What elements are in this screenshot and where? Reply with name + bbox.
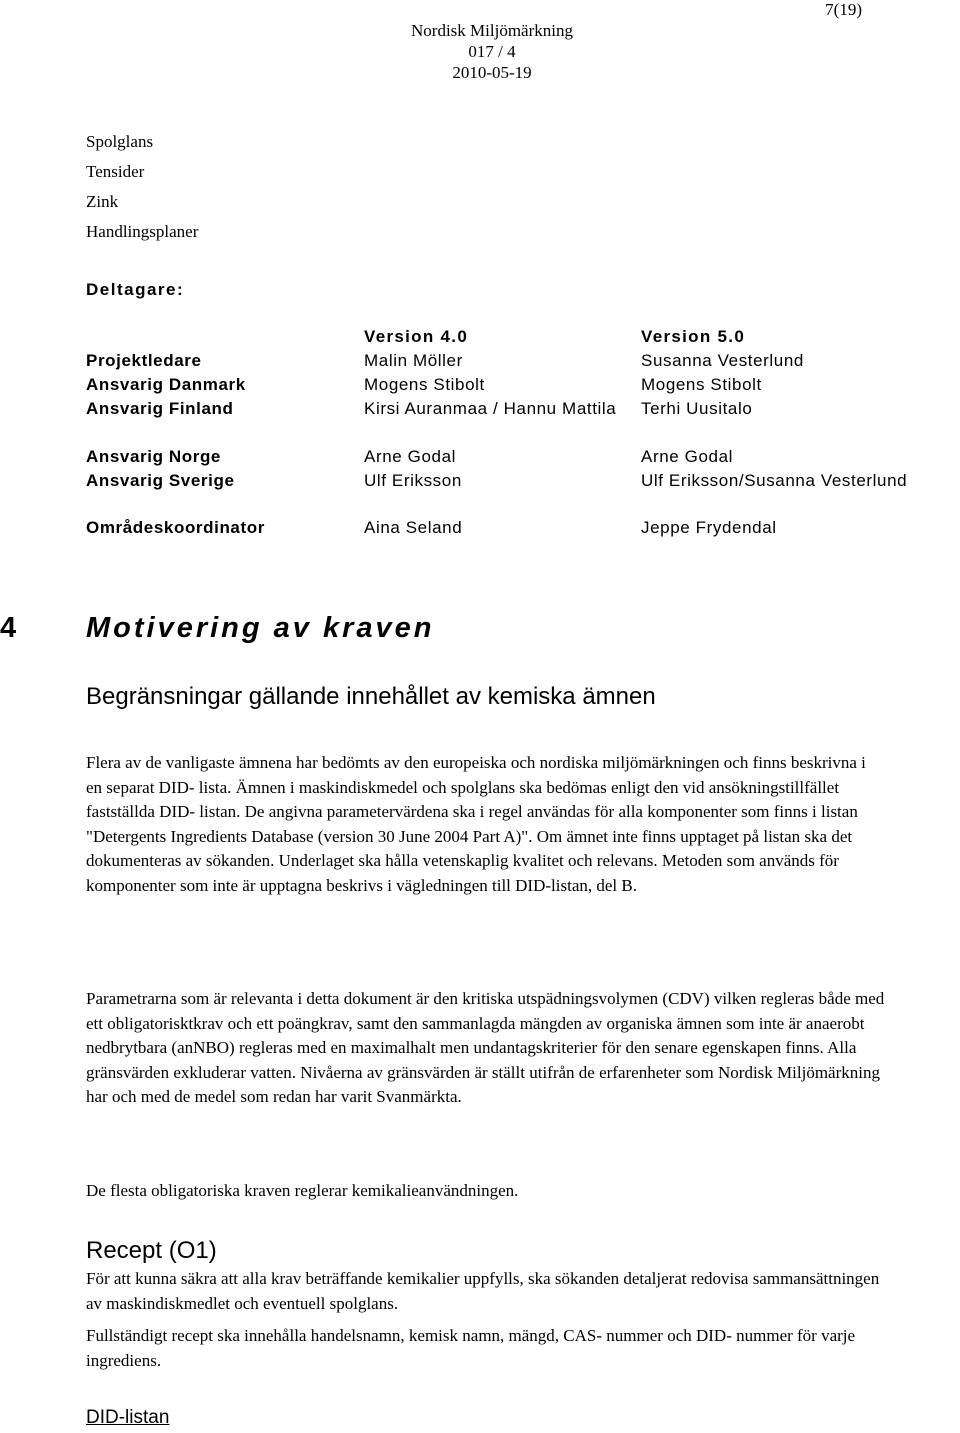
v4-cell: Mogens Stibolt bbox=[364, 375, 485, 394]
paragraph-mandatory: De flesta obligatoriska kraven reglerar kemikalieanvändningen. bbox=[86, 1181, 519, 1200]
v5-cell: Susanna Vesterlund bbox=[641, 351, 804, 370]
section-title: Motivering av kraven bbox=[86, 612, 435, 644]
did-listan-heading: DID-listan bbox=[86, 1407, 170, 1428]
column-header-v4: Version 4.0 bbox=[364, 327, 469, 346]
v5-cell: Mogens Stibolt bbox=[641, 375, 762, 394]
topic-item: Zink bbox=[86, 192, 119, 211]
role-cell: Ansvarig Danmark bbox=[86, 375, 246, 394]
v5-cell: Terhi Uusitalo bbox=[641, 399, 753, 418]
topic-item: Spolglans bbox=[86, 132, 154, 151]
section-subtitle: Begränsningar gällande innehållet av kemiska ämnen bbox=[86, 683, 656, 710]
v4-cell: Aina Seland bbox=[364, 518, 463, 537]
v4-cell: Arne Godal bbox=[364, 447, 456, 466]
v4-cell: Ulf Eriksson bbox=[364, 471, 462, 490]
paragraph-recept-2: Fullständigt recept ska innehålla handelsnamn, kemisk namn, mängd, CAS- nummer och DID- nummer för varje ingrediens. bbox=[86, 1326, 856, 1370]
paragraph-did-list: Flera av de vanligaste ämnena har bedömts av den europeiska och nordiska miljömärkningen och finns beskrivna i en separat DID- lista. Ämnen i maskindiskmedel och spolglans ska bedömas enligt den vid ansökningstillfället fastställda DID- listan. De angivna parametervärdena ska i regel användas för alla komponenter som finns i listan "Detergents Ingredients Database (version 30 June 2004 Part A)". Om ämnet inte finns upptaget på listan ska det dokumenteras av sökanden. Underlaget ska hålla vetenskaplig kvalitet och relevans. Metoden som används för komponenter som inte är upptagna beskrivs i vägledningen till DID-listan, del B. bbox=[86, 753, 866, 895]
header-doc-id: 017 / 4 bbox=[468, 42, 516, 61]
page-number: 7(19) bbox=[825, 0, 862, 19]
role-cell: Områdeskoordinator bbox=[86, 518, 265, 537]
participants-heading: Deltagare: bbox=[86, 280, 185, 299]
v5-cell: Ulf Eriksson/Susanna Vesterlund bbox=[641, 471, 908, 490]
v4-cell: Kirsi Auranmaa / Hannu Mattila bbox=[364, 399, 617, 418]
paragraph-parameters: Parametrarna som är relevanta i detta dokument är den kritiska utspädningsvolymen (CDV) vilken regleras både med ett obligatorisktkrav och ett poängkrav, samt den sammanlagda mängden av organiska ämnen som inte är anaerobt nedbrytbara (anNBO) regleras med en maximalhalt men undantagskriterier för den senare egenskapen finns. Alla gränsvärden exkluderar vatten. Nivåerna av gränsvärden är ställt utifrån de erfarenheter som Nordisk Miljömärkning har och med de medel som redan har varit Svanmärkta. bbox=[86, 989, 885, 1106]
document-header bbox=[392, 20, 592, 83]
role-cell: Ansvarig Norge bbox=[86, 447, 221, 466]
role-cell: Projektledare bbox=[86, 351, 202, 370]
v5-cell: Arne Godal bbox=[641, 447, 733, 466]
role-cell: Ansvarig Sverige bbox=[86, 471, 235, 490]
topic-list bbox=[86, 127, 198, 247]
recept-heading: Recept (O1) bbox=[86, 1237, 217, 1264]
role-cell: Ansvarig Finland bbox=[86, 399, 234, 418]
column-header-v5: Version 5.0 bbox=[641, 327, 746, 346]
v5-cell: Jeppe Frydendal bbox=[641, 518, 777, 537]
topic-item: Tensider bbox=[86, 162, 145, 181]
paragraph-recept-1: För att kunna säkra att alla krav beträffande kemikalier uppfylls, ska sökanden detaljerat redovisa sammansättningen av maskindiskmedlet och eventuell spolglans. bbox=[86, 1269, 880, 1313]
section-number: 4 bbox=[0, 612, 17, 644]
v4-cell: Malin Möller bbox=[364, 351, 463, 370]
header-date: 2010-05-19 bbox=[452, 63, 532, 82]
header-org: Nordisk Miljömärkning bbox=[411, 21, 573, 40]
topic-item: Handlingsplaner bbox=[86, 222, 199, 241]
